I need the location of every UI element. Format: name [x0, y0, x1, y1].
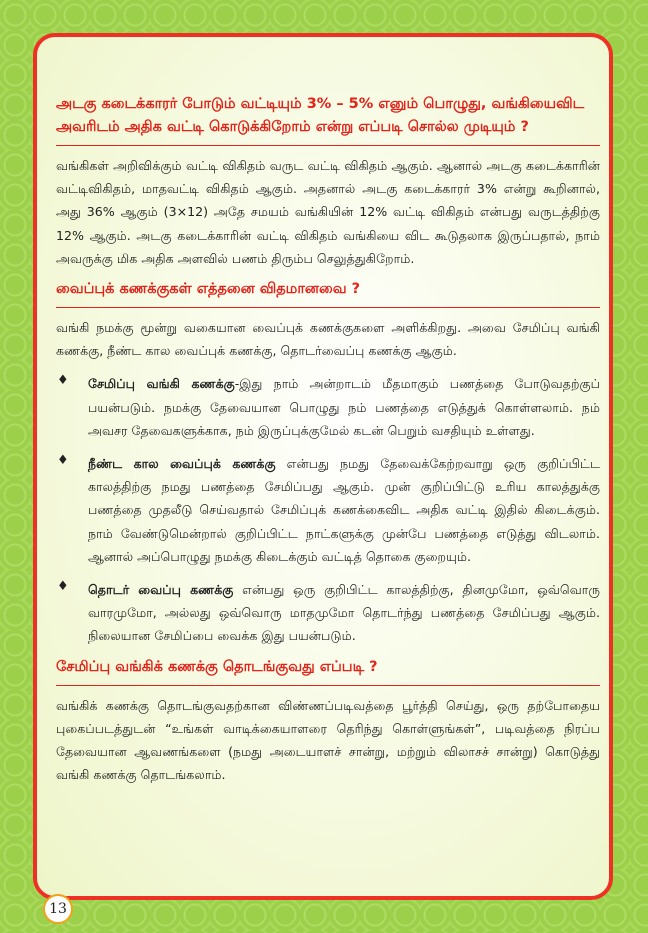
bullet-term: தொடர் வைப்பு கணக்கு	[88, 582, 234, 598]
section-heading-deposit-types: வைப்புக் கணக்குகள் எத்தனை விதமானவை ?	[56, 281, 361, 298]
bullet-text: -இது நாம் அன்றாடம் மீதமாகும் பணத்தை போடுவதற்குப் பயன்படும். நமக்கு தேவையான பொழுது நம் பணத்தை எடுத்துக் கொள்ளலாம். நம் அவசர தேவைகளுக்காக, நம் இருப்புக்குமேல் கடன் பெறும் வசதியும் உள்ளது.	[88, 376, 600, 438]
diamond-bullet-icon: ♦	[57, 373, 69, 389]
diamond-bullet-icon: ♦	[57, 579, 69, 595]
list-item-savings-account	[56, 372, 600, 442]
bullet-term: நீண்ட கால வைப்புக் கணக்கு	[88, 456, 276, 472]
section-body-open-savings-account: வங்கிக் கணக்கு தொடங்குவதற்கான விண்ணப்படிவத்தை பூர்த்தி செய்து, ஒரு தற்போதைய புகைப்படத்துடன் “உங்கள் வாடிக்கையாளரை தெரிந்து கொள்ளுங்கள்”, படிவத்தை நிரப்ப தேவையான ஆவணங்களை (நமது அடையாளச் சான்று, மற்றும் விலாசச் சான்று) கொடுத்து வங்கி கணக்கு தொடங்கலாம்.	[56, 697, 600, 783]
diamond-bullet-icon: ♦	[57, 453, 69, 469]
bullet-text: என்பது ஒரு குறிபிட்ட காலத்திற்கு, தினமுமோ, ஒவ்வொரு வாரமுமோ, அல்லது ஒவ்வொரு மாதமுமோ தொடர்ந்து பணத்தை சேமிப்பது ஆகும். நிலையான சேமிப்பை வைக்க இது பயன்படும்.	[88, 582, 600, 644]
section-heading-pawnbroker-interest: அடகு கடைக்காரர் போடும் வட்டியும் 3% – 5% எனும் பொழுது, வங்கியைவிட அவரிடம் அதிக வட்டி கொடுக்கிறோம் என்று எப்படி சொல்ல முடியும் ?	[56, 96, 585, 135]
section-heading-open-savings-account: சேமிப்பு வங்கிக் கணக்கு தொடங்குவது எப்படி ?	[56, 658, 378, 675]
heading-divider	[56, 307, 600, 308]
content-card	[33, 33, 613, 900]
page-number: 13	[43, 894, 73, 924]
bullet-text: என்பது நமது தேவைக்கேற்றவாறு ஒரு குறிப்பிட்ட காலத்திற்கு நமது பணத்தை சேமிப்பது ஆகும். முன் குறிப்பிட்டு உரிய காலத்துக்கு பணத்தை முதலீடு செய்வதால் சேமிப்புக் கணக்கைவிட அதிக வட்டி இதில் கிடைக்கும். நாம் வேண்டுமென்றால் குறிப்பிட்ட நாட்களுக்கு முன்பே பணத்தை எடுத்து விடலாம். ஆனால் அப்பொழுது நமக்கு கிடைக்கும் வட்டித் தொகை குறையும்.	[88, 456, 600, 564]
list-item-fixed-deposit	[56, 452, 600, 568]
list-item-recurring-deposit	[56, 578, 600, 648]
page-content	[56, 93, 600, 786]
section-body-deposit-types: வங்கி நமக்கு மூன்று வகையான வைப்புக் கணக்குகளை அளிக்கிறது. அவை சேமிப்பு வங்கி கணக்கு, நீண்ட கால வைப்புக் கணக்கு, தொடர்வைப்பு கணக்கு ஆகும்.	[56, 320, 600, 359]
heading-divider	[56, 145, 600, 146]
section-body-pawnbroker-interest: வங்கிகள் அறிவிக்கும் வட்டி விகிதம் வருட வட்டி விகிதம் ஆகும். ஆனால் அடகு கடைக்காரின் வட்டிவிகிதம், மாதவட்டி விகிதம் ஆகும். அதனால் அடகு கடைக்காரர் 3% என்று கூறினால், அது 36% ஆகும் (3×12) அதே சமயம் வங்கியின் 12% வட்டி விகிதம் என்பது வருடத்திற்கு 12% ஆகும். அடகு கடைக்காரின் வட்டி விகிதம் வங்கியை விட கூடுதலாக இருப்பதால், நாம் அவருக்கு மிக அதிக அளவில் பணம் திரும்ப செலுத்துகிறோம்.	[56, 158, 600, 266]
heading-divider	[56, 685, 600, 686]
bullet-term: சேமிப்பு வங்கி கணக்கு	[88, 376, 235, 392]
